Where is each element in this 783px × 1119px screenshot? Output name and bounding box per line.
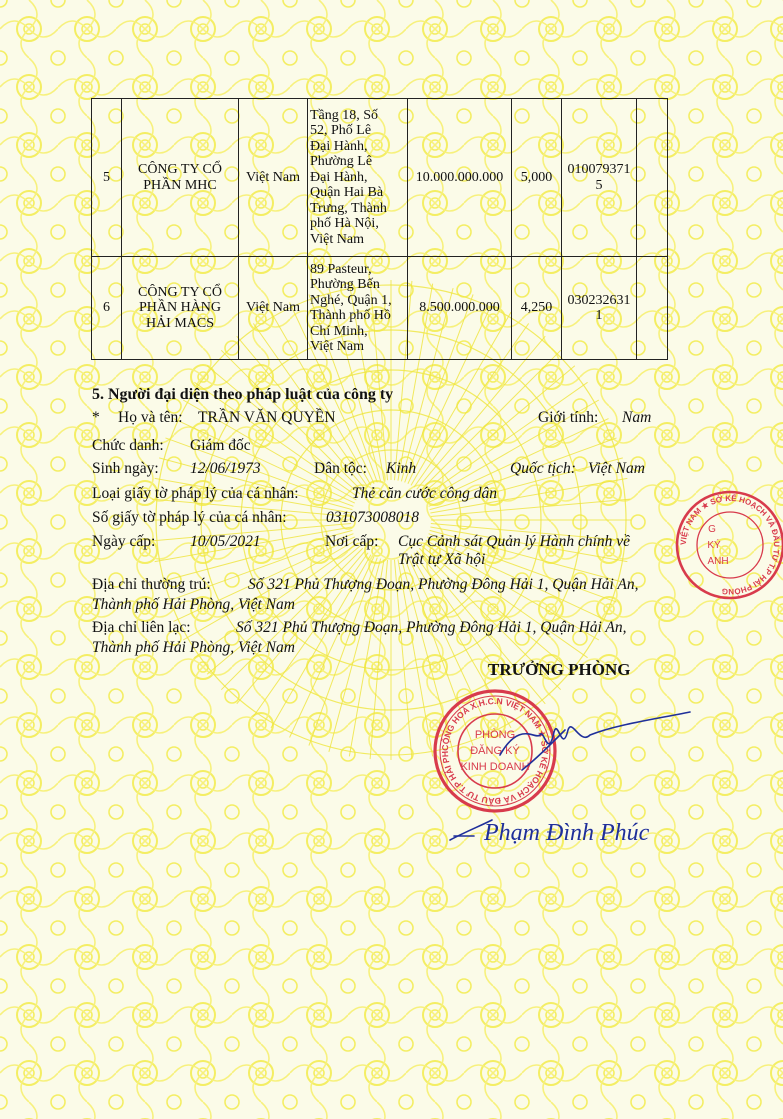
- ownership-ratio: 5,000: [512, 99, 562, 257]
- registration-number: 010079371 5: [562, 99, 637, 257]
- table-row: [92, 99, 668, 257]
- ethnic-label: Dân tộc:: [314, 460, 367, 477]
- shareholder-address: 89 Pasteur, Phường Bến Nghé, Quận 1, Thành phố Hồ Chí Minh, Việt Nam: [308, 257, 408, 360]
- edge-seal-line: ANH: [707, 556, 729, 567]
- empty-cell: [637, 257, 668, 360]
- contact-address-line2: Thành phố Hải Phòng, Việt Nam: [92, 639, 295, 656]
- stamp-center-line: KINH DOANH: [460, 761, 530, 773]
- permanent-address-line1: Số 321 Phủ Thượng Đoạn, Phường Đông Hải 1, Quận Hải An,: [248, 576, 639, 593]
- section-heading: 5. Người đại diện theo pháp luật của công ty: [92, 386, 394, 403]
- row-number: 5: [92, 99, 122, 257]
- stamp-ring-text: CỘNG HOÀ X.H.C.N VIỆT NAM ★ SỞ KẾ HOẠCH VÀ ĐẦU TƯ T.P HẢI PHÒNG: [426, 678, 551, 807]
- edge-seal-line: KÝ: [707, 540, 721, 551]
- ethnic-value: Kinh: [386, 460, 417, 477]
- bullet-marker: *: [92, 409, 100, 426]
- name-label: Họ và tên:: [118, 409, 183, 426]
- permanent-address-label: Địa chỉ thường trú:: [92, 576, 211, 593]
- issue-date-label: Ngày cấp:: [92, 533, 156, 550]
- shareholder-table: [91, 98, 668, 360]
- shareholder-name: CÔNG TY CỔ PHẦN MHC: [122, 99, 239, 257]
- issue-place-line2: Trật tự Xã hội: [398, 551, 486, 568]
- edge-seal-line: G: [708, 524, 716, 535]
- shareholder-nationality: Việt Nam: [239, 99, 308, 257]
- contact-address-line1: Số 321 Phủ Thượng Đoạn, Phường Đông Hải 1, Quận Hải An,: [236, 619, 627, 636]
- doc-number-value: 031073008018: [326, 509, 419, 526]
- dob-value: 12/06/1973: [190, 460, 261, 477]
- contact-address-label: Địa chỉ liên lạc:: [92, 619, 191, 636]
- edge-seal: [680, 490, 783, 600]
- title-label: Chức danh:: [92, 437, 164, 454]
- issue-place-line1: Cục Cảnh sát Quản lý Hành chính về: [398, 533, 631, 550]
- table-row: [92, 257, 668, 360]
- nationality-label: Quốc tịch:: [510, 460, 576, 477]
- doc-number-label: Số giấy tờ pháp lý của cá nhân:: [92, 509, 287, 526]
- stamp-center-line: PHÒNG: [474, 729, 516, 741]
- capital-value: 10.000.000.000: [408, 99, 512, 257]
- issue-place-label: Nơi cấp:: [325, 533, 379, 550]
- gender-label: Giới tính:: [538, 409, 599, 426]
- gender-value: Nam: [622, 409, 652, 426]
- signer-name: Phạm Đình Phúc: [484, 820, 650, 846]
- name-value: TRẦN VĂN QUYỀN: [198, 409, 336, 426]
- capital-value: 8.500.000.000: [408, 257, 512, 360]
- shareholder-nationality: Việt Nam: [239, 257, 308, 360]
- doc-type-label: Loại giấy tờ pháp lý của cá nhân:: [92, 485, 299, 502]
- nationality-value: Việt Nam: [588, 460, 645, 477]
- permanent-address-line2: Thành phố Hải Phòng, Việt Nam: [92, 596, 295, 613]
- signer-title: TRƯỞNG PHÒNG: [488, 660, 631, 679]
- edge-seal-ring-text: VIỆT NAM ★ SỞ KẾ HOẠCH VÀ ĐẦU TƯ T.P HẢI PHÒNG: [678, 493, 782, 597]
- row-number: 6: [92, 257, 122, 360]
- title-value: Giám đốc: [190, 437, 251, 454]
- shareholder-address: Tầng 18, Số 52, Phố Lê Đại Hành, Phường Lê Đại Hành, Quận Hai Bà Trưng, Thành phố Hà Nội, Việt Nam: [308, 99, 408, 257]
- shareholder-name: CÔNG TY CỔ PHẦN HÀNG HẢI MACS: [122, 257, 239, 360]
- empty-cell: [637, 99, 668, 257]
- ownership-ratio: 4,250: [512, 257, 562, 360]
- doc-type-value: Thẻ căn cước công dân: [352, 485, 497, 502]
- issue-date-value: 10/05/2021: [190, 533, 261, 550]
- registration-number: 030232631 1: [562, 257, 637, 360]
- dob-label: Sinh ngày:: [92, 460, 159, 477]
- stamp-center-line: ĐĂNG KÝ: [470, 745, 520, 757]
